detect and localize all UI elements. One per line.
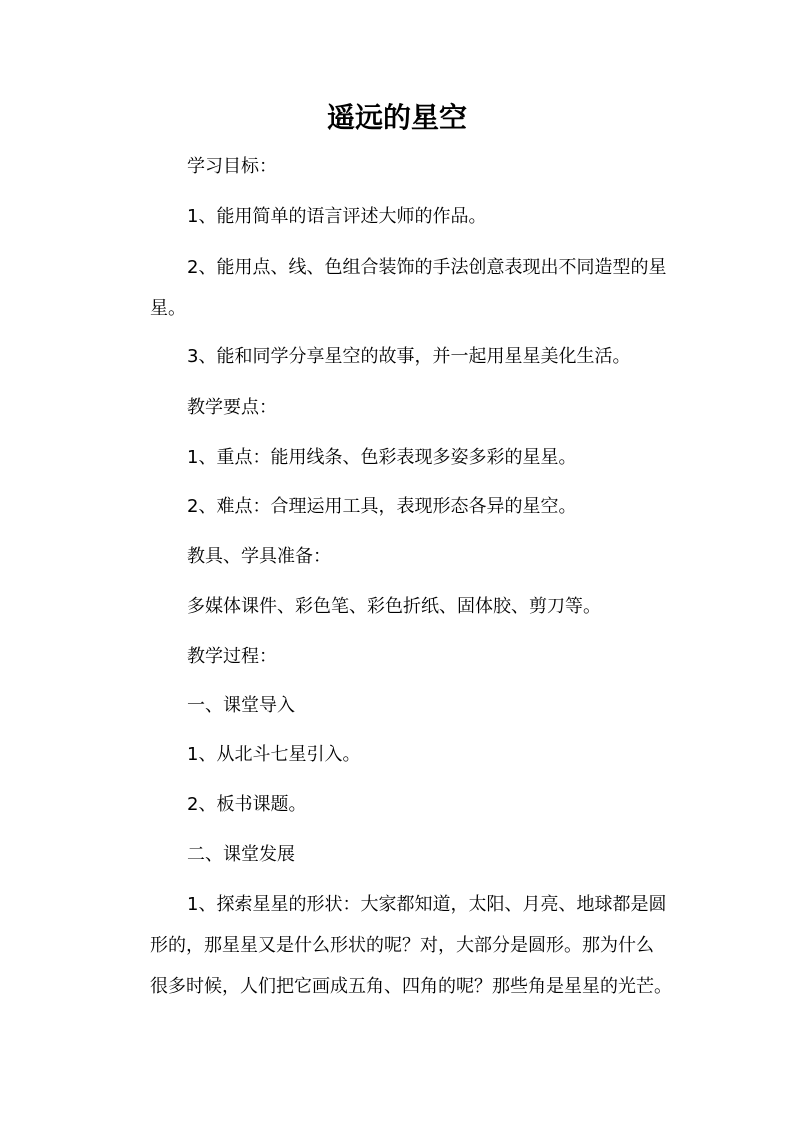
subsection-heading: 二、课堂发展	[187, 844, 295, 865]
section-heading-key-points: 教学要点：	[187, 397, 277, 418]
section-heading-materials: 教具、学具准备：	[187, 546, 331, 567]
paragraph-line: 2、能用点、线、色组合装饰的手法创意表现出不同造型的星	[187, 257, 667, 278]
paragraph-line: 1、探索星星的形状：大家都知道，太阳、月亮、地球都是圆	[187, 894, 667, 915]
paragraph-line: 形的，那星星又是什么形状的呢？对，大部分是圆形。那为什么	[150, 935, 654, 956]
paragraph-line: 2、难点：合理运用工具，表现形态各异的星空。	[187, 496, 577, 517]
section-heading-objectives: 学习目标：	[187, 156, 277, 177]
paragraph-line: 1、重点：能用线条、色彩表现多姿多彩的星星。	[187, 447, 577, 468]
paragraph-line: 2、板书课题。	[187, 794, 307, 815]
paragraph-line: 1、从北斗七星引入。	[187, 744, 361, 765]
paragraph-line: 很多时候，人们把它画成五角、四角的呢？那些角是星星的光芒。	[150, 976, 672, 997]
paragraph-line: 1、能用简单的语言评述大师的作品。	[187, 206, 487, 227]
paragraph-line: 3、能和同学分享星空的故事，并一起用星星美化生活。	[187, 346, 631, 367]
document-title: 遥远的星空	[326, 101, 467, 134]
paragraph-line: 星。	[150, 298, 186, 319]
section-heading-process: 教学过程：	[187, 646, 277, 667]
subsection-heading: 一、课堂导入	[187, 695, 295, 716]
paragraph-line: 多媒体课件、彩色笔、彩色折纸、固体胶、剪刀等。	[187, 596, 601, 617]
